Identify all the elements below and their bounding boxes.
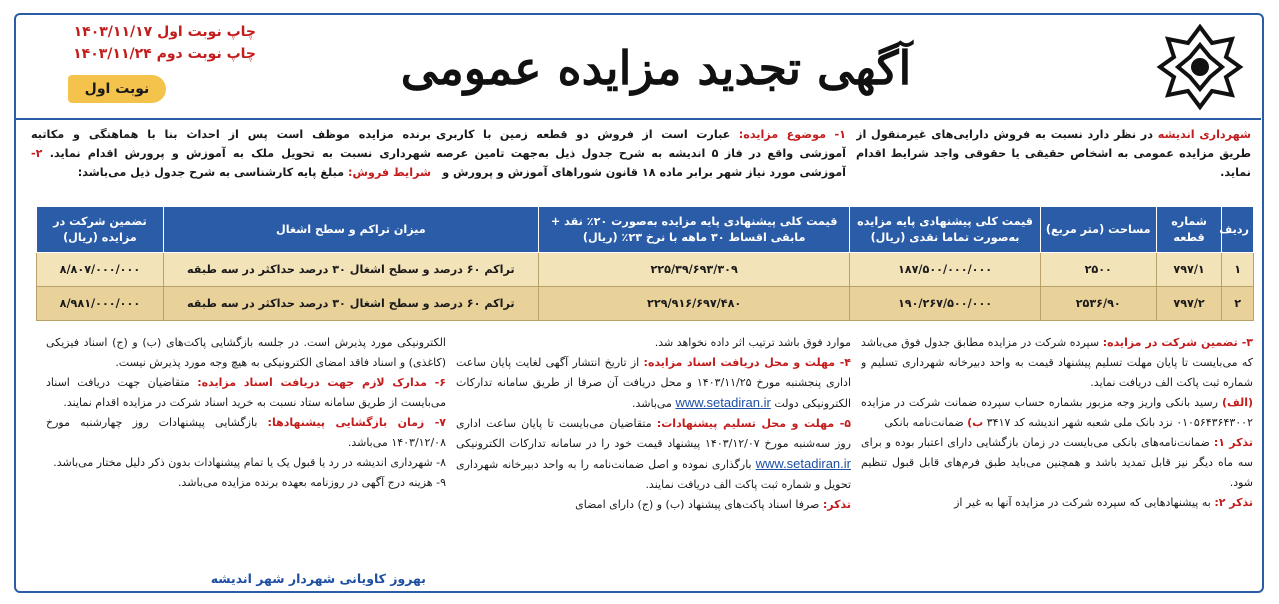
terms-column-1: [861, 333, 1253, 568]
cell-row-number: ۱: [1222, 253, 1254, 287]
notice-title: آگهی تجدید مزایده عمومی: [400, 41, 912, 95]
required-documents-lead: ۶- مدارک لازم جهت دریافت اسناد مزایده:: [197, 376, 446, 389]
cell-row-number: ۲: [1222, 287, 1254, 321]
option-a-text: رسید بانکی واریز وجه مزبور بشماره حساب سپرده ضمانت شرکت در مزایده ۰۱۰۵۶۴۳۶۴۳۰۰۲ نزد بانک ملی شعبه شهر اندیشه کد ۳۴۱۷: [861, 396, 1253, 429]
header-installment-price: قیمت کلی پیشنهادی پایه مزایده به‌صورت ۲۰٪ نقد + مابقی اقساط ۳۰ ماهه با نرخ ۲۳٪ (ریال): [538, 207, 850, 253]
ad-cost-clause: ۹- هزینه درج آگهی در روزنامه بعهده برنده مزایده می‌باشد.: [178, 476, 446, 489]
subject-text: عبارت است از فروش دو قطعه زمین با کاربری آموزشی واقع در فاز ۵ اندیشه به شرح جدول ذیل به‌جهت تامین عرصه آموزشی مورد نیاز شهر برابر ماده ۱۸ قانون شوراهای آموزش و پرورش و: [436, 128, 846, 179]
terms-column-2: [456, 333, 851, 568]
auction-table: [36, 206, 1254, 324]
cell-area: ۲۵۳۶/۹۰: [1040, 287, 1156, 321]
note-section: [456, 495, 851, 515]
intro-text: در نظر دارد نسبت به فروش دارایی‌های غیرمنقول از طریق مزایده عمومی به اشخاص حقیقی یا حقوقی واجد شرایط اقدام نماید.: [856, 128, 1251, 179]
rejection-right-clause: ۸- شهرداری اندیشه در رد یا قبول یک یا تمام پیشنهادات بدون ذکر دلیل مختار می‌باشد.: [53, 456, 446, 469]
cell-installment-price: ۲۲۹/۹۱۶/۶۹۷/۴۸۰: [538, 287, 850, 321]
opening-time-text: بازگشایی پیشنهادات روز چهارشنبه مورخ ۱۴۰۳/۱۲/۰۸ می‌باشد.: [46, 416, 446, 449]
documents-deadline-section: [456, 353, 851, 414]
cell-deposit: ۸/۸۰۷/۰۰۰/۰۰۰: [37, 253, 164, 287]
required-documents-text: متقاضیان جهت دریافت اسناد می‌بایست از طریق سامانه ستاد نسبت به خرید اسناد شرکت در مزایده اقدام نمایند.: [46, 376, 446, 409]
table-row: [37, 287, 1254, 321]
print-first-date: چاپ نوبت اول ۱۴۰۳/۱۱/۱۷: [73, 24, 256, 40]
header-row-number: ردیف: [1222, 207, 1254, 253]
sale-terms-text: مبلغ پایه کارشناسی به شرح جدول ذیل می‌باشد:: [77, 166, 348, 179]
notice-header: [16, 15, 1261, 120]
continued-text: الکترونیکی مورد پذیرش است. در جلسه بازگشایی پاکت‌های (ب) و (ج) اسناد فیزیکی (کاغذی) و اسناد فاقد امضای الکترونیکی به هیچ وجه مورد پذیرش نیست.: [46, 336, 446, 369]
note-lead: تذکر:: [822, 498, 851, 511]
cell-area: ۲۵۰۰: [1040, 253, 1156, 287]
cell-deposit: ۸/۹۸۱/۰۰۰/۰۰۰: [37, 287, 164, 321]
header-density: میزان تراکم و سطح اشغال: [163, 207, 538, 253]
note-2-text: به پیشنهادهایی که سپرده شرکت در مزایده آنها به غیر از: [954, 496, 1215, 509]
intro-paragraph-3: [31, 125, 431, 200]
header-deposit: تضمین شرکت در مزایده (ریال): [37, 207, 164, 253]
header-plot-number: شماره قطعه: [1156, 207, 1221, 253]
deposit-text: سپرده شرکت در مزایده مطابق جدول فوق می‌باشد که می‌بایست تا پایان مهلت تسلیم پیشنهاد قیمت به واحد دبیرخانه شهرداری تسلیم و شماره ثبت پاکت الف دریافت نماید.: [861, 336, 1253, 389]
header-cash-price: قیمت کلی پیشنهادی پایه مزایده به‌صورت تماما نقدی (ریال): [850, 207, 1040, 253]
print-second-date: چاپ نوبت دوم ۱۴۰۳/۱۱/۲۴: [73, 46, 256, 62]
intro-paragraph-1: [856, 125, 1251, 200]
documents-deadline-end: می‌باشد.: [631, 397, 676, 410]
option-b-text: ضمانت‌نامه بانکی: [884, 416, 968, 429]
deposit-option-a: [861, 393, 1253, 433]
option-a-lead: (الف): [1221, 396, 1253, 409]
submission-deadline-lead: ۵- مهلت و محل تسلیم پیشنهادات:: [656, 417, 851, 430]
cell-plot-number: ۷۹۷/۱: [1156, 253, 1221, 287]
note-text: صرفا اسناد پاکت‌های پیشنهاد (ب) و (ج) دارای امضای: [575, 498, 823, 511]
notice-frame: [14, 13, 1264, 593]
mayor-signature: بهروز کاویانی شهردار شهر اندیشه: [210, 571, 426, 586]
opening-time-section: [46, 413, 446, 453]
obligation-text: برنده مزایده موظف است پس از احداث بنا با هماهنگی و مکاتبه شهرداری نسبت به تحویل ملک به آموزش و پرورش اقدام نماید.: [31, 128, 431, 160]
subject-lead: ۱- موضوع مزایده:: [738, 128, 846, 141]
cell-density: تراکم ۶۰ درصد و سطح اشغال ۳۰ درصد حداکثر در سه طبقه: [163, 287, 538, 321]
note-1: [861, 433, 1253, 493]
turn-badge: نوبت اول: [68, 75, 166, 103]
submission-deadline-text: متقاضیان می‌بایست تا پایان ساعت اداری روز سه‌شنبه مورخ ۱۴۰۳/۱۲/۰۷ پیشنهاد قیمت خود را در سامانه تدارکات الکترونیکی: [456, 417, 851, 450]
documents-deadline-text: از تاریخ انتشار آگهی لغایت پایان ساعت اداری پنجشنبه مورخ ۱۴۰۳/۱۱/۲۵ و محل دریافت آن صرفا از طریق سامانه تدارکات الکترونیکی دولت: [456, 356, 851, 410]
setadiran-link[interactable]: www.setadiran.ir: [755, 456, 851, 471]
note-2: [861, 493, 1253, 513]
table-header-row: [37, 207, 1254, 253]
setadiran-link[interactable]: www.setadiran.ir: [675, 395, 771, 410]
continued-text: موارد فوق باشد ترتیب اثر داده نخواهد شد.: [654, 336, 851, 349]
required-documents-section: [46, 373, 446, 413]
note-1-text: ضمانت‌نامه‌های بانکی می‌بایست در زمان بازگشایی دارای اعتبار بوده و برای سه ماه دیگر نیز قابل تمدید باشد و همچنین می‌باید طبق فرم‌های قابل قبول تنظیم شود.: [861, 436, 1253, 489]
cell-cash-price: ۱۸۷/۵۰۰/۰۰۰/۰۰۰: [850, 253, 1040, 287]
cell-installment-price: ۲۲۵/۳۹/۶۹۳/۳۰۹: [538, 253, 850, 287]
intro-paragraph-2: [436, 125, 846, 200]
intro-lead: شهرداری اندیشه: [1157, 128, 1251, 141]
terms-column-3: [46, 333, 446, 568]
deposit-lead: ۳- تضمین شرکت در مزایده:: [1102, 336, 1253, 349]
documents-deadline-lead: ۴- مهلت و محل دریافت اسناد مزایده:: [643, 356, 851, 369]
note-1-lead: تذکر ۱:: [1213, 436, 1253, 449]
table-row: [37, 253, 1254, 287]
deposit-section: [861, 333, 1253, 393]
note-2-lead: تذکر ۲:: [1214, 496, 1253, 509]
option-b-lead: ب): [967, 416, 984, 429]
opening-time-lead: ۷- زمان بازگشایی پیشنهادها:: [267, 416, 446, 429]
submission-deadline-text-2: بارگذاری نموده و اصل ضمانت‌نامه را به واحد دبیرخانه شهرداری تحویل و شماره ثبت پاکت الف دریافت نمایند.: [456, 458, 851, 491]
submission-deadline-section: [456, 414, 851, 495]
header-area: مساحت (متر مربع): [1040, 207, 1156, 253]
cell-plot-number: ۷۹۷/۲: [1156, 287, 1221, 321]
andisheh-municipality-logo: [1156, 23, 1244, 111]
cell-density: تراکم ۶۰ درصد و سطح اشغال ۳۰ درصد حداکثر در سه طبقه: [163, 253, 538, 287]
sale-terms-lead: ۲- شرایط فروش:: [31, 147, 431, 179]
cell-cash-price: ۱۹۰/۲۶۷/۵۰۰/۰۰۰: [850, 287, 1040, 321]
print-dates: [36, 21, 256, 65]
